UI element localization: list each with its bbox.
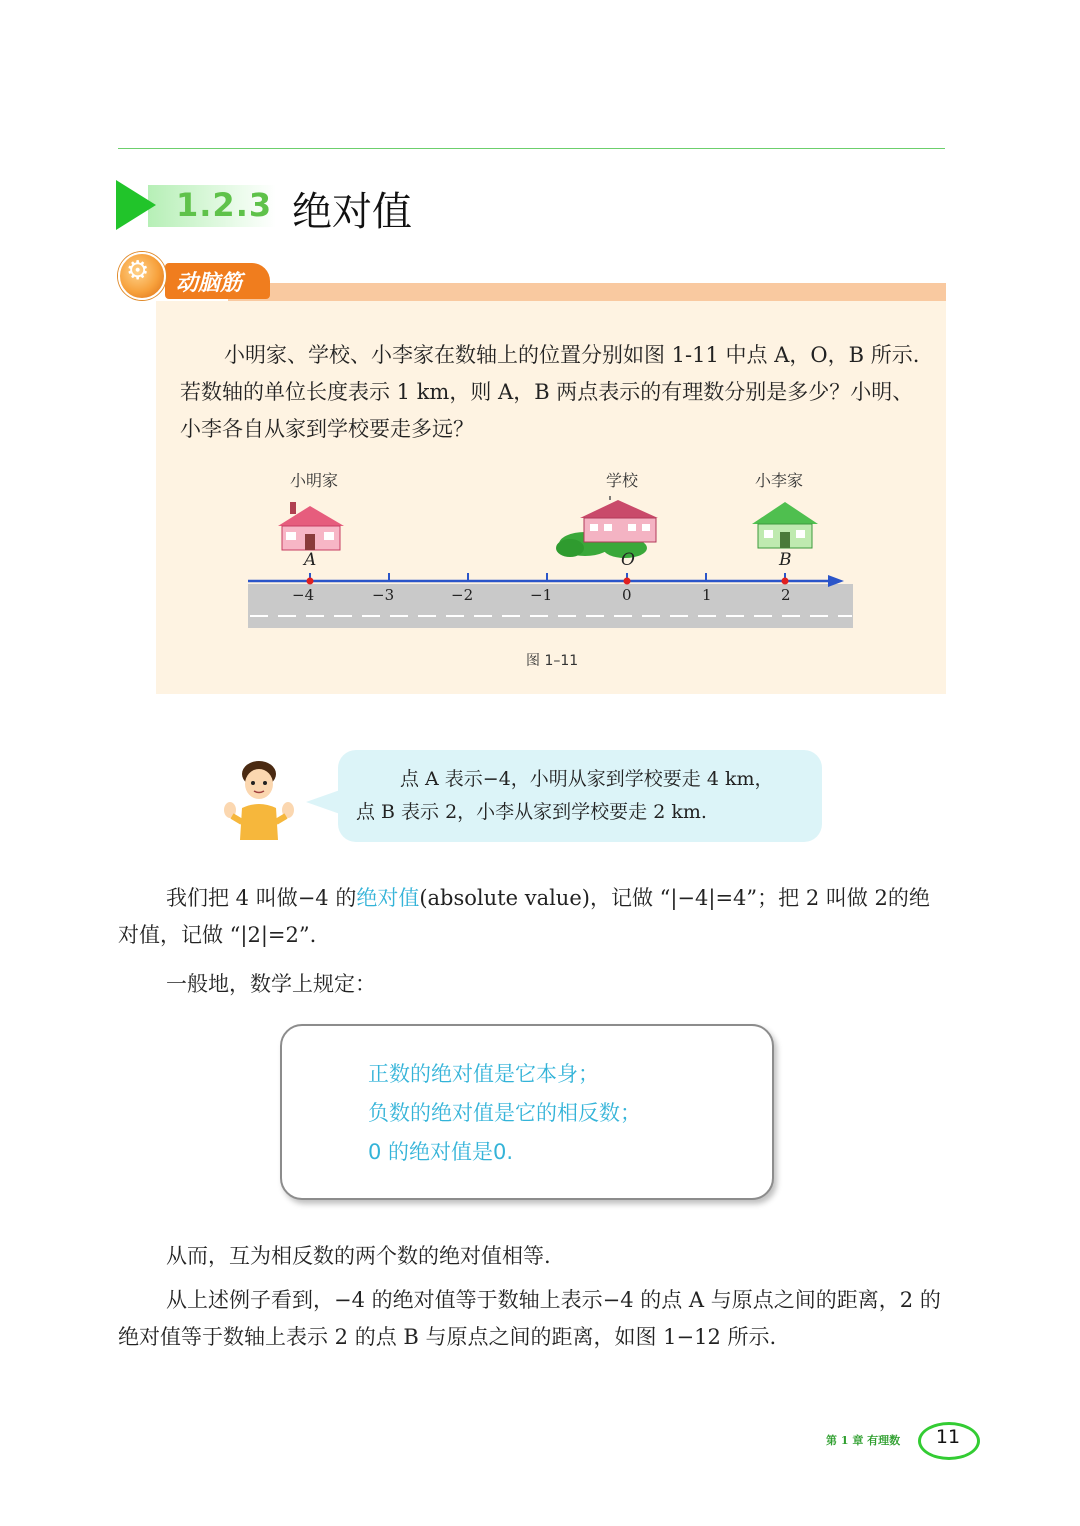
section-number: 1.2.3	[176, 186, 273, 224]
figure-caption: 图 1–11	[526, 653, 579, 669]
label-home-b: 小李家	[755, 471, 804, 490]
tick-label: −4	[292, 586, 315, 604]
think-text: 小明家、学校、小李家在数轴上的位置分别如图 1-11 中点 A，O，B 所示. 若数轴的单位长度表示 1 km，则 A，B 两点表示的有理数分别是多少？小明、小李各自从家到学校要走多远？	[180, 343, 920, 441]
page-number: 11	[935, 1426, 961, 1448]
paragraph-general: 一般地，数学上规定：	[166, 972, 376, 996]
rule-negative: 负数的绝对值是它的相反数；	[368, 1101, 641, 1125]
tick-label: −2	[451, 586, 474, 604]
point-b-dot	[782, 578, 789, 585]
point-label-b: B	[779, 550, 792, 570]
number-line-figure	[240, 496, 860, 636]
paragraph-definition-end: (absolute value)，记做 “|−4|=4”；把 2 叫做 2的绝对值，记做 “|2|=2”.	[118, 886, 930, 947]
point-a-dot	[307, 578, 314, 585]
footer-chapter: 第 1 章 有理数	[826, 1434, 901, 1447]
rule-positive: 正数的绝对值是它本身；	[368, 1062, 599, 1086]
speech-line-1: 点 A 表示−4，小明从家到学校要走 4 km，	[400, 768, 774, 790]
think-header-band	[228, 283, 946, 301]
term-absolute-value: 绝对值	[356, 886, 420, 910]
tick-label: 0	[622, 586, 632, 604]
speech-line-2: 点 B 表示 2，小李从家到学校要走 2 km.	[356, 801, 707, 823]
label-school: 学校	[606, 471, 639, 490]
boy-avatar	[222, 756, 296, 840]
paragraph-distance: 从上述例子看到，−4 的绝对值等于数轴上表示−4 的点 A 与原点之间的距离，2 的绝对值等于数轴上表示 2 的点 B 与原点之间的距离，如图 1−12 所示.	[118, 1288, 941, 1349]
speech-bubble-tail	[306, 790, 340, 814]
house-a-icon	[278, 502, 344, 550]
point-label-a: A	[304, 550, 317, 570]
paragraph-definition-start: 我们把 4 叫做−4 的	[166, 886, 357, 910]
tick-label: −3	[372, 586, 395, 604]
rule-zero: 0 的绝对值是0.	[368, 1140, 514, 1164]
gear-glyph-icon: ⚙	[126, 256, 150, 286]
house-b-icon	[752, 502, 818, 548]
paragraph-definition	[118, 880, 946, 954]
tick-label: 2	[781, 586, 791, 604]
top-rule	[118, 148, 945, 149]
point-o-dot	[624, 578, 631, 585]
tick-label: −1	[530, 586, 553, 604]
label-home-a: 小明家	[290, 471, 339, 490]
section-title: 绝对值	[292, 189, 412, 235]
paragraph-opposites: 从而，互为相反数的两个数的绝对值相等.	[166, 1244, 551, 1268]
tick-label: 1	[702, 586, 712, 604]
think-label: 动脑筋	[176, 271, 243, 296]
school-icon	[556, 496, 658, 558]
point-label-o: O	[621, 550, 635, 570]
speech-text	[356, 763, 806, 829]
section-arrow-icon	[116, 180, 156, 230]
